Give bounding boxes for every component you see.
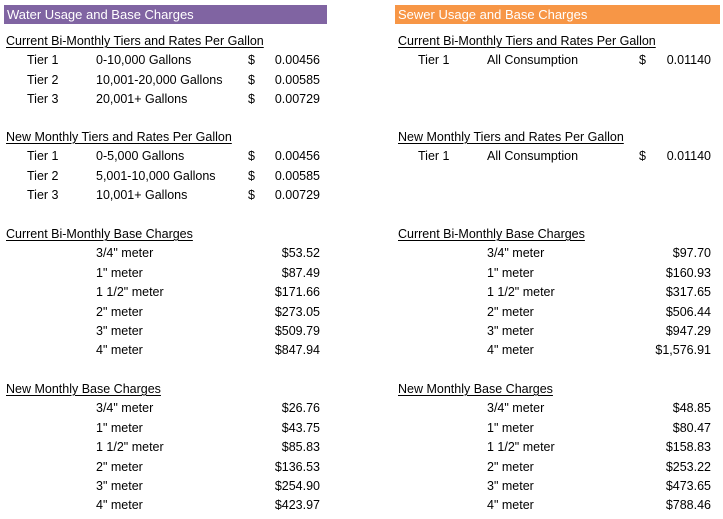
currency-symbol: $ bbox=[639, 53, 646, 68]
tier-range: 10,001-20,000 Gallons bbox=[96, 72, 223, 87]
tier-rate: 0.00729 bbox=[274, 92, 320, 107]
meter-size: 3/4" meter bbox=[96, 401, 154, 416]
base-charge: $53.52 bbox=[281, 246, 320, 261]
tier-label: Tier 3 bbox=[27, 92, 59, 107]
currency-symbol: $ bbox=[248, 53, 255, 68]
base-charge: $509.79 bbox=[274, 324, 320, 338]
currency-symbol: $ bbox=[248, 168, 255, 183]
currency-symbol: $ bbox=[248, 72, 255, 87]
water-new-tiers-title: New Monthly Tiers and Rates Per Gallon bbox=[6, 130, 232, 144]
meter-size: 1 1/2" meter bbox=[96, 285, 164, 300]
meter-size: 3" meter bbox=[96, 479, 143, 493]
tier-range: 5,001-10,000 Gallons bbox=[96, 168, 216, 183]
tier-label: Tier 1 bbox=[418, 149, 450, 164]
base-charge: $947.29 bbox=[665, 324, 711, 338]
meter-size: 4" meter bbox=[487, 498, 534, 513]
tier-rate: 0.00585 bbox=[274, 72, 320, 87]
base-charge: $80.47 bbox=[672, 420, 711, 435]
base-charge: $253.22 bbox=[665, 459, 711, 474]
currency-symbol: $ bbox=[248, 149, 255, 164]
sewer-new-base-title: New Monthly Base Charges bbox=[398, 382, 553, 396]
base-charge: $48.85 bbox=[672, 401, 711, 416]
tier-range: All Consumption bbox=[487, 53, 579, 68]
meter-size: 3/4" meter bbox=[487, 246, 545, 261]
base-charge: $473.65 bbox=[665, 479, 711, 493]
sewer-current-base-title: Current Bi-Monthly Base Charges bbox=[398, 227, 585, 241]
tier-rate: 0.00456 bbox=[274, 149, 320, 164]
meter-size: 4" meter bbox=[96, 343, 143, 358]
water-header: Water Usage and Base Charges bbox=[4, 5, 327, 24]
meter-size: 3" meter bbox=[96, 324, 143, 338]
base-charge: $97.70 bbox=[672, 246, 711, 261]
meter-size: 1" meter bbox=[96, 265, 143, 280]
water-current-base-title: Current Bi-Monthly Base Charges bbox=[6, 227, 193, 241]
meter-size: 1" meter bbox=[96, 420, 143, 435]
tier-label: Tier 3 bbox=[27, 188, 59, 203]
sewer-current-tiers-title: Current Bi-Monthly Tiers and Rates Per Gallon bbox=[398, 34, 656, 48]
meter-size: 1" meter bbox=[487, 265, 534, 280]
base-charge: $1,576.91 bbox=[655, 343, 711, 358]
base-charge: $85.83 bbox=[281, 440, 320, 455]
tier-range: 20,001+ Gallons bbox=[96, 92, 188, 107]
base-charge: $317.65 bbox=[665, 285, 711, 300]
tier-rate: 0.00729 bbox=[274, 188, 320, 203]
meter-size: 2" meter bbox=[487, 459, 534, 474]
meter-size: 1" meter bbox=[487, 420, 534, 435]
base-charge: $26.76 bbox=[281, 401, 320, 416]
base-charge: $160.93 bbox=[665, 265, 711, 280]
meter-size: 2" meter bbox=[96, 459, 143, 474]
water-new-base-title: New Monthly Base Charges bbox=[6, 382, 161, 396]
tier-label: Tier 1 bbox=[418, 53, 450, 68]
base-charge: $788.46 bbox=[665, 498, 711, 513]
meter-size: 2" meter bbox=[487, 304, 534, 319]
base-charge: $273.05 bbox=[274, 304, 320, 319]
tier-rate: 0.00456 bbox=[274, 53, 320, 68]
tier-label: Tier 1 bbox=[27, 53, 59, 68]
sewer-new-tiers-title: New Monthly Tiers and Rates Per Gallon bbox=[398, 130, 624, 144]
base-charge: $171.66 bbox=[274, 285, 320, 300]
base-charge: $423.97 bbox=[274, 498, 320, 513]
meter-size: 3" meter bbox=[487, 324, 534, 338]
tier-rate: 0.01140 bbox=[666, 53, 711, 68]
tier-label: Tier 1 bbox=[27, 149, 59, 164]
meter-size: 3/4" meter bbox=[96, 246, 154, 261]
meter-size: 3/4" meter bbox=[487, 401, 545, 416]
meter-size: 3" meter bbox=[487, 479, 534, 493]
water-current-tiers-title: Current Bi-Monthly Tiers and Rates Per Gallon bbox=[6, 34, 264, 48]
tier-label: Tier 2 bbox=[27, 168, 59, 183]
tier-range: 0-5,000 Gallons bbox=[96, 149, 185, 164]
meter-size: 1 1/2" meter bbox=[487, 285, 555, 300]
meter-size: 1 1/2" meter bbox=[487, 440, 555, 455]
base-charge: $254.90 bbox=[274, 479, 320, 493]
currency-symbol: $ bbox=[248, 188, 255, 203]
base-charge: $87.49 bbox=[281, 265, 320, 280]
tier-rate: 0.01140 bbox=[666, 149, 711, 164]
currency-symbol: $ bbox=[639, 149, 646, 164]
meter-size: 1 1/2" meter bbox=[96, 440, 164, 455]
tier-range: 0-10,000 Gallons bbox=[96, 53, 192, 68]
base-charge: $506.44 bbox=[665, 304, 711, 319]
tier-rate: 0.00585 bbox=[274, 168, 320, 183]
base-charge: $136.53 bbox=[274, 459, 320, 474]
currency-symbol: $ bbox=[248, 92, 255, 107]
meter-size: 4" meter bbox=[96, 498, 143, 513]
meter-size: 2" meter bbox=[96, 304, 143, 319]
tier-range: All Consumption bbox=[487, 149, 579, 164]
sewer-header: Sewer Usage and Base Charges bbox=[395, 5, 720, 24]
base-charge: $158.83 bbox=[665, 440, 711, 455]
tier-label: Tier 2 bbox=[27, 72, 59, 87]
tier-range: 10,001+ Gallons bbox=[96, 188, 188, 203]
base-charge: $847.94 bbox=[274, 343, 320, 358]
meter-size: 4" meter bbox=[487, 343, 534, 358]
base-charge: $43.75 bbox=[281, 420, 320, 435]
